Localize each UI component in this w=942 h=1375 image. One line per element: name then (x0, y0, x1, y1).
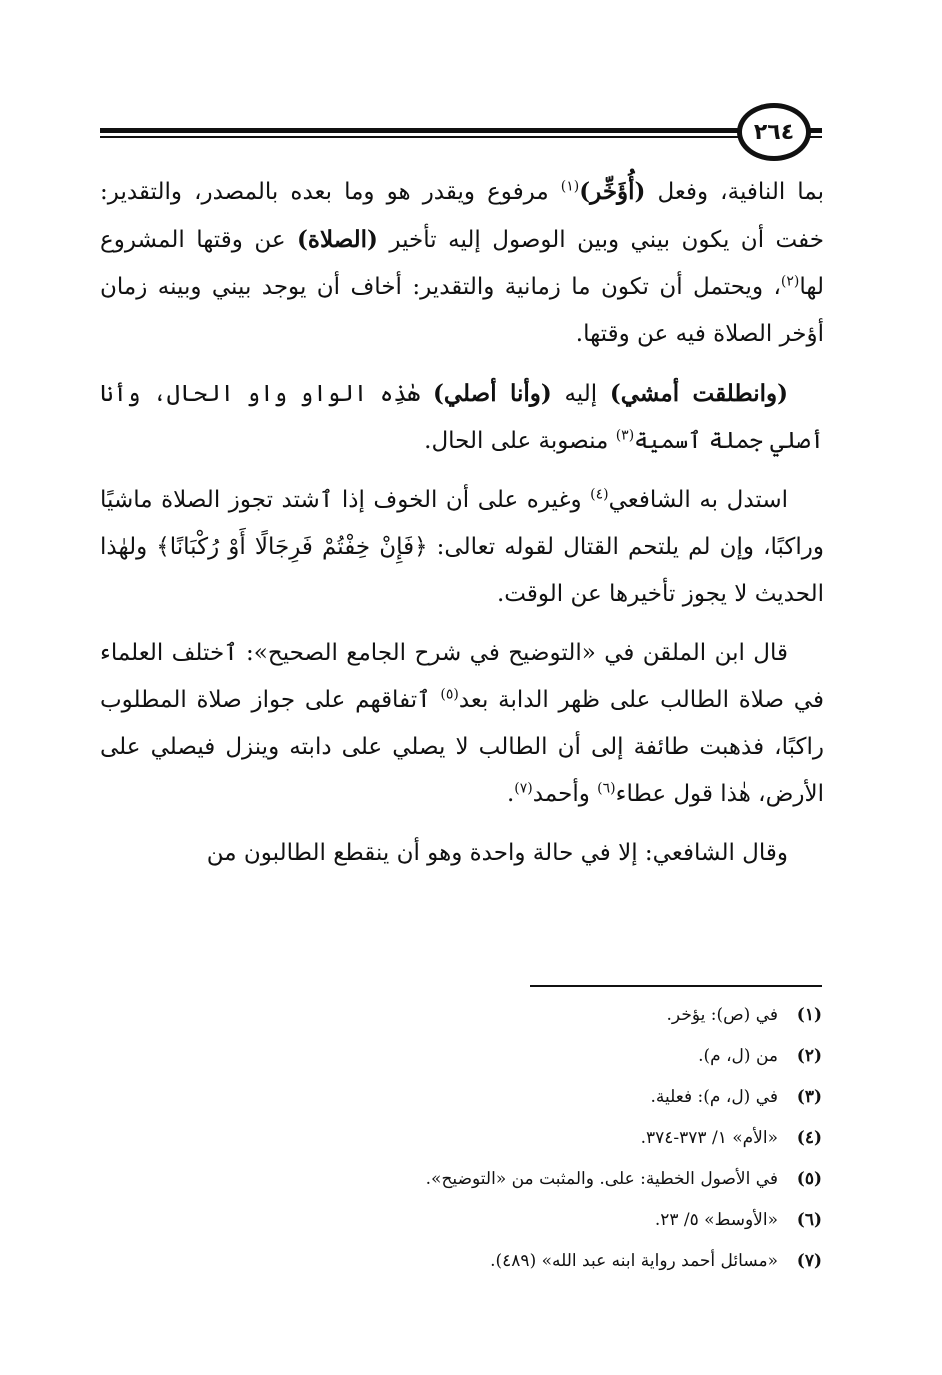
footnote-number: (٤) (796, 1128, 822, 1148)
footnote-ref: (٢) (780, 273, 800, 290)
footnote-number: (٦) (796, 1210, 822, 1230)
text-run: وقال الشافعي: إلا في حالة واحدة وهو أن ينقطع الطالبون من (206, 840, 788, 866)
header-rule-thick (100, 128, 740, 133)
footnote-item (100, 1241, 822, 1282)
footnote-item (100, 995, 822, 1036)
footnote-number: (٢) (796, 1046, 822, 1066)
footnote-text: «الأم» ١/ ٣٧٣-٣٧٤. (640, 1128, 778, 1148)
page-number: ٢٦٤ (737, 103, 811, 161)
header-rule-thin (100, 136, 740, 138)
footnote-item (100, 1077, 822, 1118)
quoted-phrase: (أُؤَخِّر) (579, 178, 646, 205)
text-run: عن وقتها المشروع لها (100, 227, 824, 300)
text-run: قال ابن الملقن في «التوضيح في شرح الجامع الصحيح»: ٱختلف العلماء في صلاة الطالب على ظهر الدابة بعد (100, 640, 824, 713)
footnote-ref: (٦) (597, 780, 616, 797)
text-run: منصوبة على الحال. (424, 428, 616, 454)
quoted-phrase: (وأنا أصلي) (433, 380, 552, 407)
paragraph (100, 370, 824, 465)
paragraph (100, 830, 824, 877)
footnote-ref: (٧) (514, 780, 533, 797)
footnote-ref: (١) (560, 178, 580, 195)
footnote-text: في (ص): يؤخر. (666, 1005, 778, 1025)
footnote-item (100, 1159, 822, 1200)
quoted-phrase: (وانطلقت أمشي) (609, 380, 788, 407)
footnote-text: في (ل، م): فعلية. (650, 1087, 778, 1107)
footnote-text: «الأوسط» ٥/ ٢٣. (654, 1210, 778, 1230)
footnote-text: في الأصول الخطية: على. والمثبت من «التوضيح». (425, 1169, 778, 1189)
text-run: . (506, 781, 515, 807)
main-text (100, 168, 824, 889)
footnotes (100, 995, 822, 1282)
footnote-number: (٥) (796, 1169, 822, 1189)
footnote-ref: (٣) (615, 427, 635, 444)
text-run: وأحمد (532, 781, 598, 807)
footnote-ref: (٥) (440, 686, 459, 703)
footnote-item (100, 1200, 822, 1241)
text-run: ، ويحتمل أن تكون ما زمانية والتقدير: أخاف أن يوجد بيني وبينه زمان أؤخر الصلاة فيه عن وقتها. (100, 274, 824, 347)
text-run: هٰذِه الواو واو الحال، وأنا أصلي جملة ٱسمية (100, 381, 824, 454)
text-run: بما النافية، وفعل (645, 179, 824, 205)
footnote-number: (٣) (796, 1087, 822, 1107)
text-run: إليه (551, 381, 610, 407)
footnote-text: من (ل، م). (698, 1046, 778, 1066)
text-run: وغيره على أن الخوف إذا ٱشتد تجوز الصلاة ماشيًا وراكبًا، وإن لم يلتحم القتال لقوله تعالى: ﴿فَإِنْ خِفْتُمْ فَرِجَالًا أَوْ رُكْبَانًا﴾ ولهٰذا الحديث لا يجوز تأخيرها عن الوقت. (100, 487, 824, 607)
footnote-item (100, 1036, 822, 1077)
text-run: مرفوع ويقدر هو وما بعده بالمصدر، والتقدير: خفت أن يكون بيني وبين الوصول إليه تأخير (100, 179, 824, 253)
footnote-item (100, 1118, 822, 1159)
footnote-separator (530, 985, 822, 987)
text-run: استدل به الشافعي (608, 487, 788, 513)
footnote-text: «مسائل أحمد رواية ابنه عبد الله» (٤٨٩). (490, 1251, 778, 1271)
header-rule (100, 126, 822, 140)
quoted-phrase: (الصلاة) (297, 226, 378, 253)
footnote-number: (٧) (796, 1251, 822, 1271)
text-run: ٱتفاقهم على جواز صلاة المطلوب راكبًا، فذهبت طائفة إلى أن الطالب لا يصلي على دابته وينزل فيصلي على الأرض، هٰذا قول عطاء (100, 687, 824, 807)
paragraph (100, 630, 824, 818)
footnote-ref: (٤) (590, 486, 609, 503)
footnote-number: (١) (796, 1005, 822, 1025)
paragraph (100, 477, 824, 618)
paragraph (100, 168, 824, 358)
